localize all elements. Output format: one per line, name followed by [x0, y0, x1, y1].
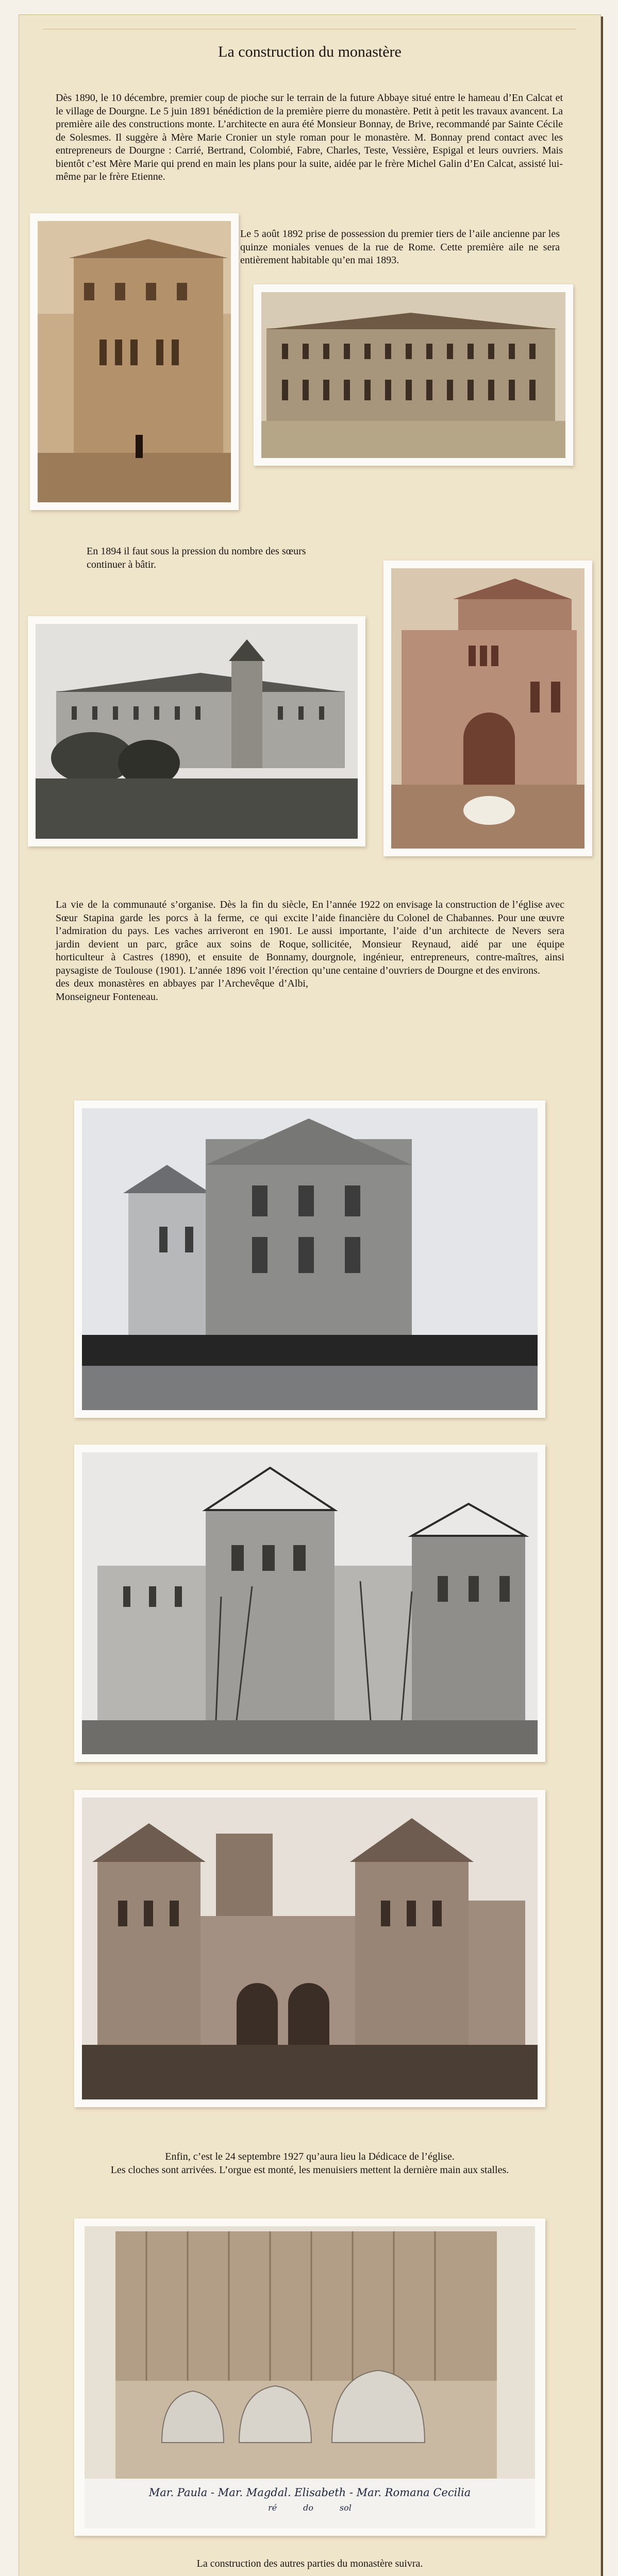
y1922-paragraph: En l’année 1922 on envisage la construction de l’église avec l’aide financière du Colonel de Chabannes. Pour une œuvre aussi importante, l’aide d’un architecte de Nevers sera sollicitée, Monsieur Reynaud, aidé par une équipe dourgnole, ingénieur, entrepreneurs, contre-maîtres, ainsi qu’une centaine d’ouvriers de Dourgne et des environs.: [312, 899, 564, 976]
y1927-line2: Les cloches sont arrivées. L’orgue est monté, les menuisiers mettent la dernière main aux stalles.: [110, 2164, 509, 2176]
bells-photo: [74, 2218, 545, 2536]
intro-paragraph: Dès 1890, le 10 décembre, premier coup de pioche sur le terrain de la future Abbaye situé entre le hameau d’En Calcat et le village de Dourgne. Le 5 juin 1891 bénédiction de la première pierre du monastère. Petit à petit les travaux avancent. La première aile des constructions monte. L’architecte en aura été Monsieur Bonnay, de Brive, recommandé par Sainte Cécile de Solesmes. Il suggère à Mère Marie Cronier un style roman pour le monastère. M. Bonnay prend contact avec les entrepreneurs de Dourgne : Carrié, Bertrand, Colombié, Fabre, Charles, Teste, Vessière, Espigal et leurs ouvriers. Mais bientôt c’est Mère Marie qui prend en main les plans pour la suite, aidée par le frère Michel Galin d’En Calcat, assisté lui-même par le frère Etienne.: [56, 92, 563, 182]
expansion-photo: [28, 616, 365, 846]
page-frame: [19, 14, 601, 2576]
y1894-paragraph: En 1894 il faut sous la pression du nombre des sœurs continuer à bâtir.: [87, 546, 306, 570]
first-wing-photo: [254, 284, 573, 466]
closing-line: La construction des autres parties du monastère suivra.: [196, 2558, 423, 2569]
completed-church-photo: [74, 1790, 545, 2107]
y1927-line1: Enfin, c’est le 24 septembre 1927 qu’aura lieu la Dédicace de l’église.: [165, 2151, 455, 2162]
page-title: La construction du monastère: [218, 43, 402, 60]
aug-1892-paragraph: Le 5 août 1892 prise de possession du premier tiers de l’aile ancienne par les quinze moniales venues de la rue de Rome. Cette première aile ne sera entièrement habitable qu’en mai 1893.: [240, 228, 560, 266]
bells-caption: Mar. Paula - Mar. Magdal. Elisabeth - Mar. Romana Cecilia: [148, 2486, 471, 2499]
church-construction-photo: [74, 1100, 545, 1418]
tower-photo: [30, 213, 239, 510]
community-paragraph: La vie de la communauté s’organise. Dès la fin du siècle, Sœur Stapina garde les porcs à la ferme, ce qui excite l’admiration du pays. Les vaches arriveront en 1901. Le jardin devient un parc, grâce aux soins de Roque, horticulteur à Castres (1890), et ensuite de Bonnamy, paysagiste de Toulouse (1901). L’année 1896 voit l’érection des deux monastères en abbayes par l’Archevêque d’Albi, Monseigneur Fonteneau.: [56, 899, 308, 1003]
bells-caption-notes: ré do sol: [268, 2503, 352, 2513]
arched-facade-photo: [383, 561, 592, 856]
church-towers-photo: [74, 1445, 545, 1762]
